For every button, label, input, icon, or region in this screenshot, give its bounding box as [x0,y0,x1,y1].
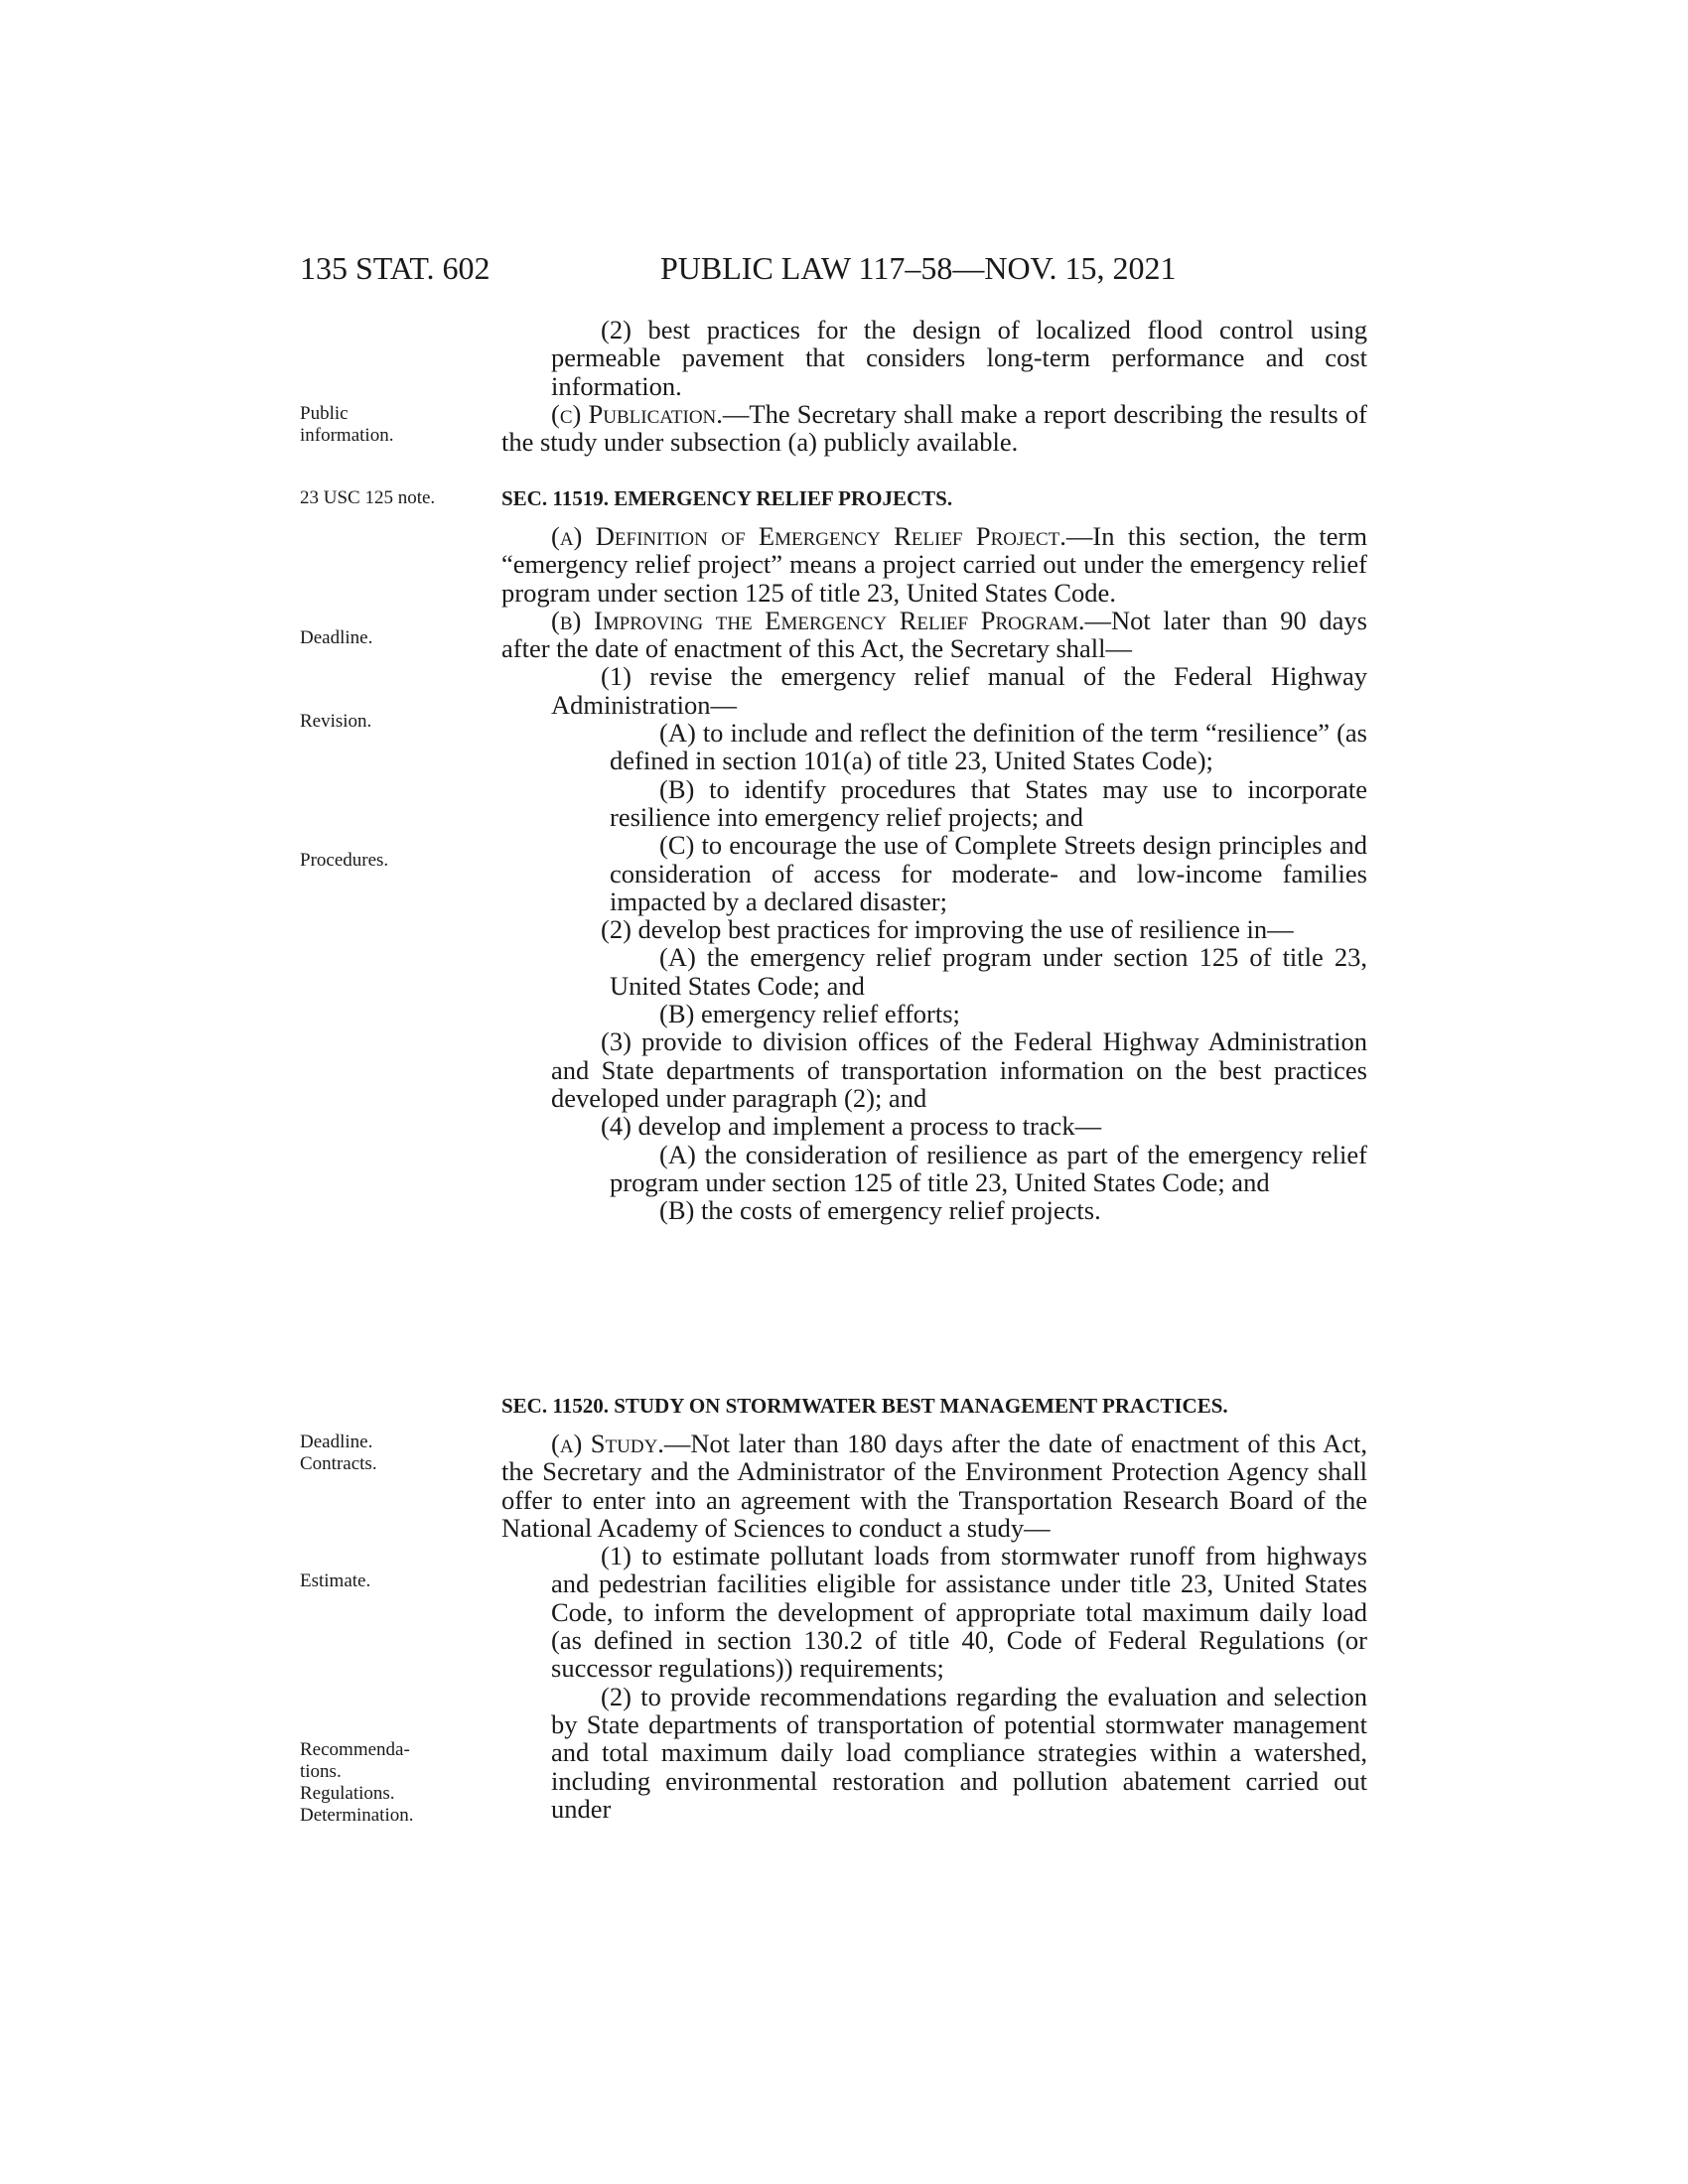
paragraph-1B: (B) to identify procedures that States may use to incorporate resilience into emergency relief projects; and [610,773,1367,832]
margin-note-deadline: Deadline. [300,627,373,648]
subsection-b-text: —Not later than 90 days after the date of enactment of this Act, the Secretary shall— [501,605,1367,664]
margin-note-estimate: Estimate. [300,1570,371,1591]
paragraph-2B: (B) emergency relief efforts; [659,999,960,1029]
paragraph-2-recommendations: (2) to provide recommendations regarding the evaluation and selection by State departments of transportation of potential stormwater management and total maximum daily load compliance strategies within a watershed, including environmental restoration and pollution abatement carried out under [551,1681,1367,1824]
paragraph-2-best-practices: (2) best practices for the design of localized flood control using permeable pavement that considers long-term performance and cost information. [551,315,1367,401]
subsection-a-study-label: (a) Study. [551,1429,664,1458]
subsection-b-label: (b) Improving the Emergency Relief Program. [551,605,1085,635]
public-law-title: PUBLIC LAW 117–58—NOV. 15, 2021 [660,250,1177,286]
subsection-a-study-text: —Not later than 180 days after the date of enactment of this Act, the Secretary and the Administrator of the Environment Protection Agency shall offer to enter into an agreement with the Transportation Research Board of the National Academy of Sciences to conduct a study— [501,1429,1367,1543]
paragraph-3-provide: (3) provide to division offices of the Federal Highway Administration and State departments of transportation information on the best practices developed under paragraph (2); and [551,1026,1367,1113]
section-11520-heading: SEC. 11520. STUDY ON STORMWATER BEST MANAGEMENT PRACTICES. [501,1394,1228,1418]
margin-note-revision: Revision. [300,711,372,732]
subsection-a-study [501,1430,1367,1542]
section-11520-body [501,1430,1367,1823]
paragraph-1-estimate: (1) to estimate pollutant loads from stormwater runoff from highways and pedestrian facilities eligible for assistance under title 23, United States Code, to inform the development of appropriate total maximum daily load (as defined in section 130.2 of title 40, Code of Federal Regulations (or successor regulations)) requirements; [551,1541,1367,1684]
section-11519-body [501,522,1367,1224]
margin-note-recommendations: Recommenda- tions. Regulations. Determination. [300,1739,414,1826]
subsection-a-label: (a) Definition of Emergency Relief Project. [551,521,1066,551]
subsection-b-improving [501,607,1367,663]
section-11519-heading: SEC. 11519. EMERGENCY RELIEF PROJECTS. [501,486,953,510]
subsection-a-definition [501,522,1367,607]
paragraph-1-revise: (1) revise the emergency relief manual of the Federal Highway Administration— [551,661,1367,720]
margin-note-deadline-contracts: Deadline. Contracts. [300,1432,377,1474]
margin-note-public-information: Public information. [300,403,394,446]
subsection-c-publication [501,400,1367,457]
paragraph-2-develop: (2) develop best practices for improving the use of resilience in— [601,914,1294,945]
paragraph-4A: (A) the consideration of resilience as part of the emergency relief program under section 125 of title 23, United States Code; and [610,1139,1367,1197]
subsection-a-text: —In this section, the term “emergency relief project” means a project carried out under the emergency relief program under section 125 of title 23, United States Code. [501,521,1367,608]
margin-note-procedures: Procedures. [300,850,389,871]
paragraph-1A: (A) to include and reflect the definition of the term “resilience” (as defined in section 101(a) of title 23, United States Code); [610,718,1367,776]
margin-note-usc: 23 USC 125 note. [300,487,436,508]
paragraph-1C: (C) to encourage the use of Complete Streets design principles and consideration of access for moderate- and low-income families impacted by a declared disaster; [610,830,1367,916]
subsection-c-text: —The Secretary shall make a report describing the results of the study under subsection (a) publicly available. [501,398,1367,458]
continued-text-block [501,316,1367,456]
subsection-c-label: (c) Publication. [551,398,723,429]
page-header [300,250,1367,290]
paragraph-2A: (A) the emergency relief program under section 125 of title 23, United States Code; and [610,942,1367,1001]
stat-page-number: 135 STAT. 602 [300,250,491,286]
paragraph-4B: (B) the costs of emergency relief projects. [659,1195,1101,1226]
paragraph-4-track: (4) develop and implement a process to track— [601,1111,1102,1142]
